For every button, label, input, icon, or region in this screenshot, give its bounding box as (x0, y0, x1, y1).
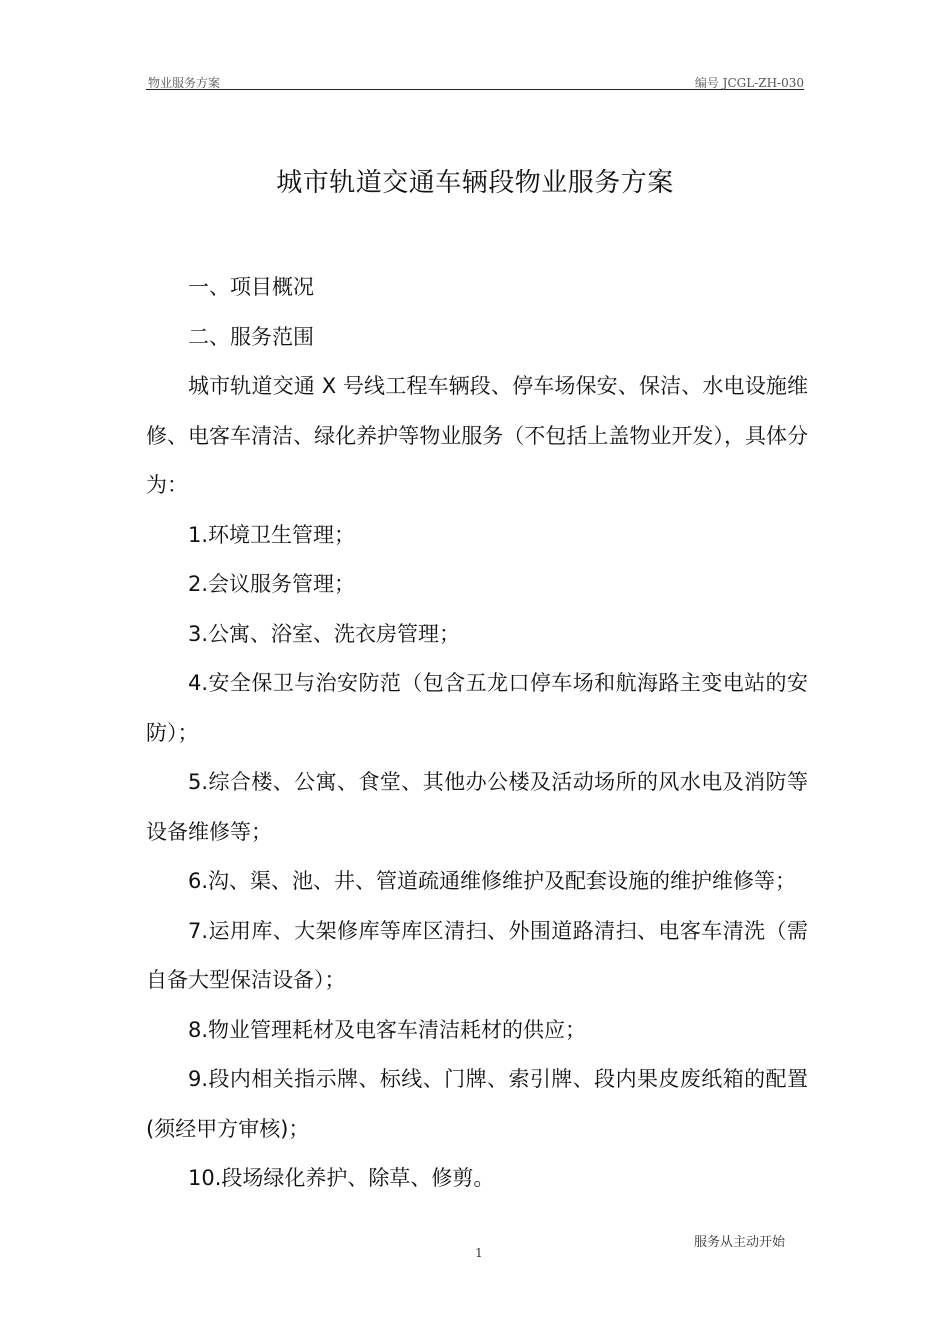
header-document-type: 物业服务方案 (148, 76, 221, 90)
scope-list-item: 10.段场绿化养护、除草、修剪。 (188, 1166, 495, 1190)
scope-list-item: 4.安全保卫与治安防范（包含五龙口停车场和航海路主变电站的安防）； (146, 671, 808, 745)
document-title: 城市轨道交通车辆段物业服务方案 (276, 168, 674, 198)
scope-list-item: 9.段内相关指示牌、标线、门牌、索引牌、段内果皮废纸箱的配置(须经甲方审核)； (146, 1067, 808, 1141)
scope-list-item: 3.公寓、浴室、洗衣房管理； (188, 621, 461, 646)
section-heading-scope: 二、服务范围 (188, 324, 314, 349)
scope-list-item: 7.运用库、大架修库等库区清扫、外围道路清扫、电客车清洗（需自备大型保洁设备）； (146, 918, 808, 992)
footer-slogan: 服务从主动开始 (694, 1235, 786, 1250)
scope-list-item: 6.沟、渠、池、井、管道疏通维修维护及配套设施的维护维修等； (188, 869, 797, 893)
scope-list-item: 2.会议服务管理； (188, 572, 356, 596)
header-document-number: 编号 JCGL-ZH-030 (694, 76, 804, 90)
page-header (146, 72, 804, 90)
scope-list-item: 5.综合楼、公寓、食堂、其他办公楼及活动场所的风水电及消防等设备维修等； (146, 770, 808, 844)
scope-intro-paragraph: 城市轨道交通 X 号线工程车辆段、停车场保安、保洁、水电设施维修、电客车清洁、绿化养护等物业服务（不包括上盖物业开发），具体分为： (146, 374, 808, 497)
scope-list-item: 1.环境卫生管理； (188, 522, 356, 547)
document-body (146, 263, 808, 1204)
scope-list-item: 8.物业管理耗材及电客车清洁耗材的供应； (188, 1017, 587, 1042)
section-heading-overview: 一、项目概况 (188, 275, 314, 299)
page-number: 1 (475, 1246, 483, 1260)
